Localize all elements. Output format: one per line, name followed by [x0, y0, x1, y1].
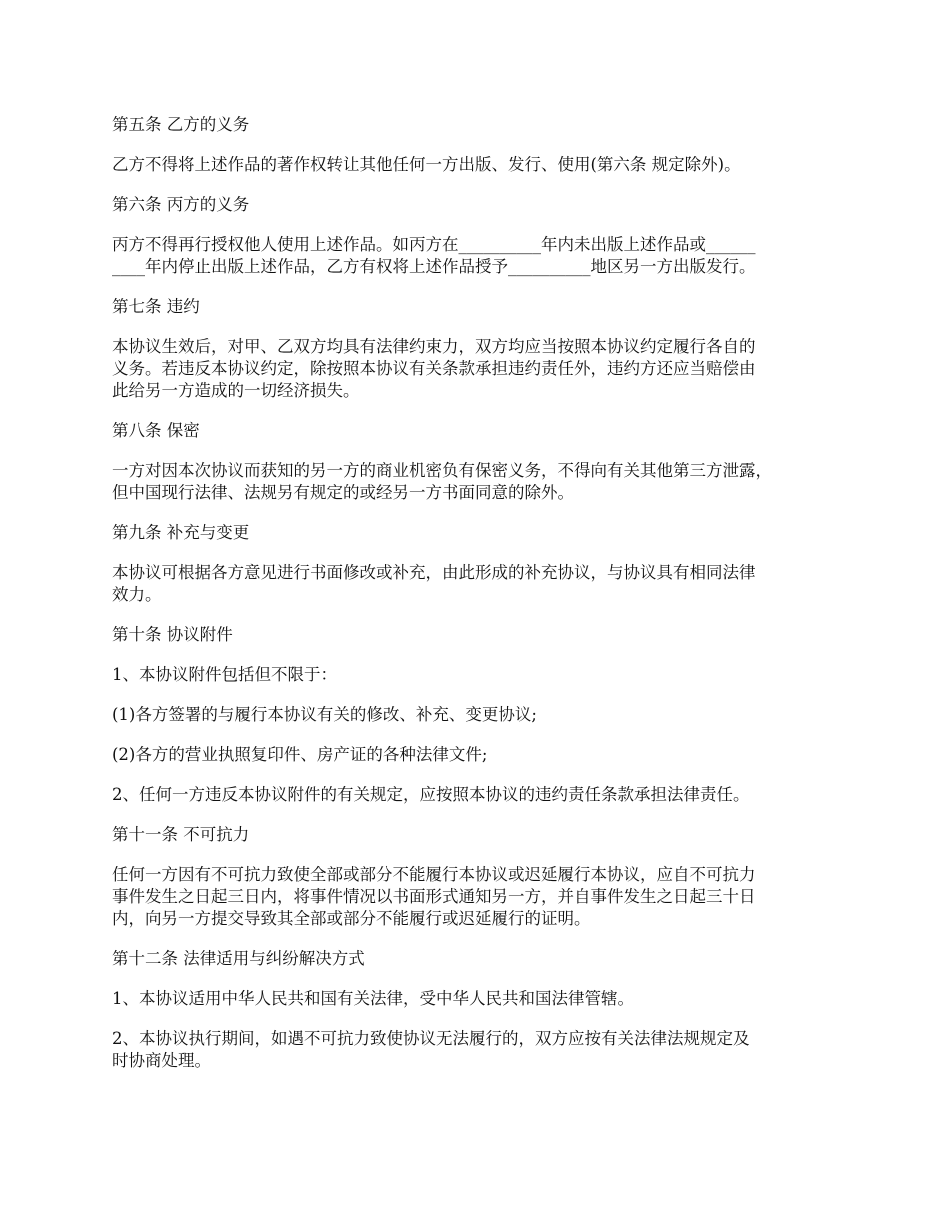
article-10-subitem-2: (2)各方的营业执照复印件、房产证的各种法律文件; [112, 745, 488, 764]
article-5-heading: 第五条 乙方的义务 [112, 115, 250, 134]
document-body [112, 114, 852, 1090]
article-11-heading: 第十一条 不可抗力 [112, 825, 250, 844]
article-10-item-1: 1、本协议附件包括但不限于： [112, 665, 337, 684]
article-5-text: 乙方不得将上述作品的著作权转让其他任何一方出版、发行、使用(第六条 规定除外)。 [112, 155, 741, 174]
article-11-text: 任何一方因有不可抗力致使全部或部分不能履行本协议或迟延履行本协议，应自不可抗力 事件发生之日起三日内，将事件情况以书面形式通知另一方，并自事件发生之日起三十日 内，向另一方提交导致其全部或部分不能履行或迟延履行的证明。 [112, 865, 756, 928]
article-12-item-1: 1、本协议适用中华人民共和国有关法律，受中华人民共和国法律管辖。 [112, 989, 634, 1008]
article-8-text: 一方对因本次协议而获知的另一方的商业机密负有保密义务，不得向有关其他第三方泄露， 但中国现行法律、法规另有规定的或经另一方书面同意的除外。 [112, 461, 772, 502]
article-8-heading: 第八条 保密 [112, 421, 200, 440]
article-7-text: 本协议生效后，对甲、乙双方均具有法律约束力，双方均应当按照本协议约定履行各自的 义务。若违反本协议约定，除按照本协议有关条款承担违约责任外，违约方还应当赔偿由 此给另一方造成的一切经济损失。 [112, 337, 756, 400]
article-10-heading: 第十条 协议附件 [112, 625, 233, 644]
article-9-text: 本协议可根据各方意见进行书面修改或补充，由此形成的补充协议，与协议具有相同法律 效力。 [112, 563, 756, 604]
article-12-heading: 第十二条 法律适用与纠纷解决方式 [112, 949, 365, 968]
article-6-text: 丙方不得再行授权他人使用上述作品。如丙方在__________年内未出版上述作品或______ ____年内停止出版上述作品，乙方有权将上述作品授予__________地区另一方出版发行。 [112, 235, 756, 276]
article-12-item-2: 2、本协议执行期间，如遇不可抗力致使协议无法履行的，双方应按有关法律法规规定及 时协商处理。 [112, 1029, 750, 1070]
article-7-heading: 第七条 违约 [112, 297, 200, 316]
article-9-heading: 第九条 补充与变更 [112, 523, 250, 542]
article-10-subitem-1: (1)各方签署的与履行本协议有关的修改、补充、变更协议; [112, 705, 537, 724]
article-10-item-2: 2、任何一方违反本协议附件的有关规定，应按照本协议的违约责任条款承担法律责任。 [112, 785, 750, 804]
article-6-heading: 第六条 丙方的义务 [112, 195, 250, 214]
